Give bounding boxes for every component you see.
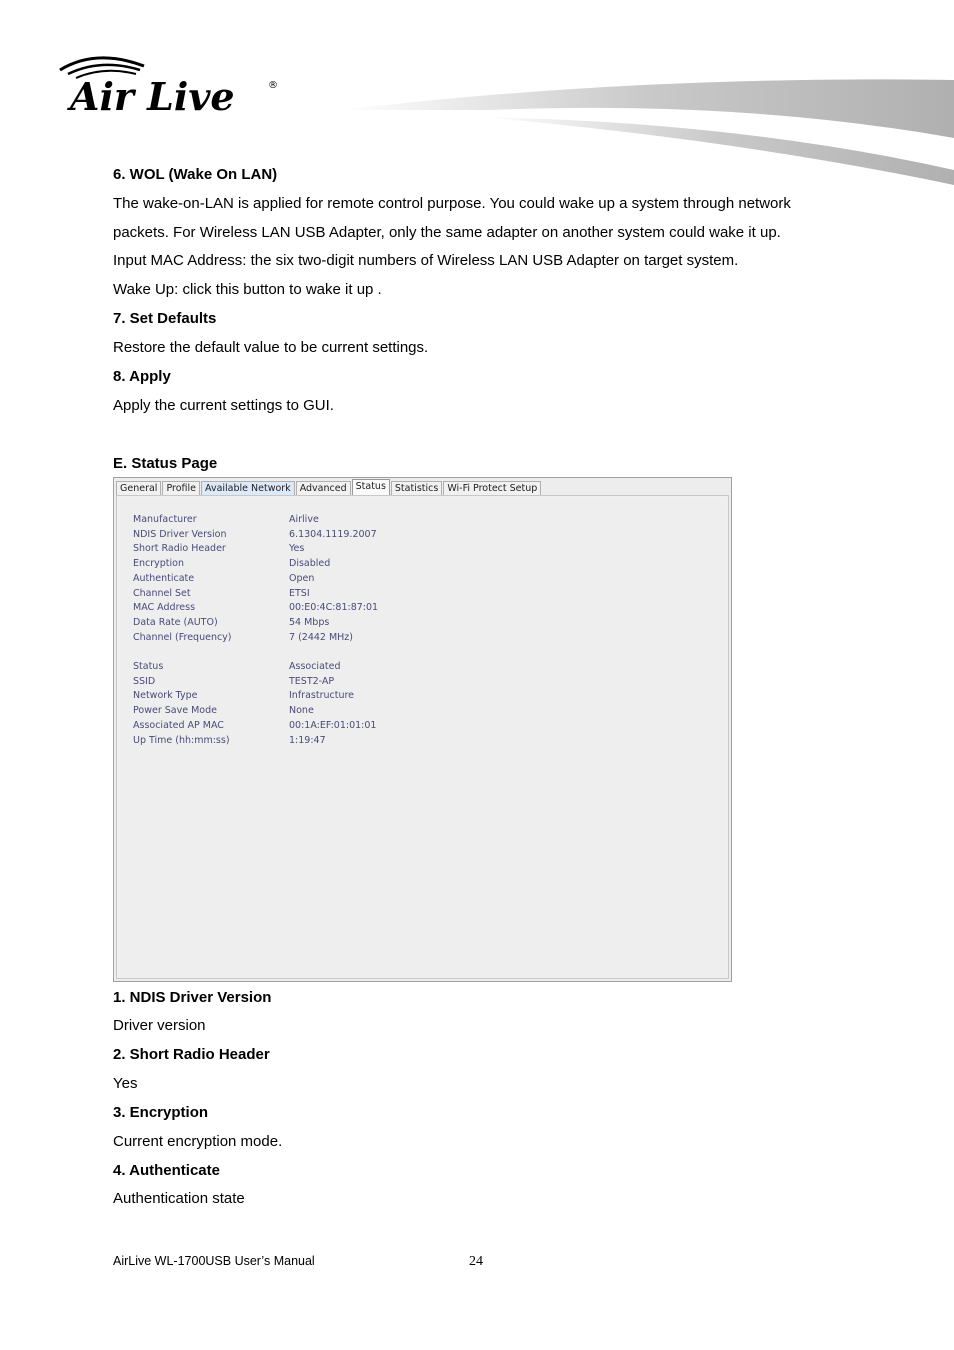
status-label: Authenticate <box>133 572 195 584</box>
status-label: MAC Address <box>133 602 196 614</box>
status-row <box>133 735 533 747</box>
status-panel-inner <box>121 500 724 974</box>
status-value: 6.1304.1119.2007 <box>289 528 377 540</box>
short-radio-text: Yes <box>113 1075 138 1092</box>
section-title-encryption: 3. Encryption <box>113 1104 209 1121</box>
status-label: Channel Set <box>133 587 191 599</box>
tab-statistics[interactable]: Statistics <box>391 481 442 496</box>
status-label: NDIS Driver Version <box>133 528 227 540</box>
status-label: Manufacturer <box>133 514 197 525</box>
status-label: Power Save Mode <box>133 705 217 717</box>
status-row <box>133 676 533 688</box>
section-title-short-radio: 2. Short Radio Header <box>113 1046 270 1063</box>
status-row <box>133 588 533 600</box>
status-value: 1:19:47 <box>289 734 326 746</box>
status-value: Yes <box>289 543 305 555</box>
tab-bar <box>116 479 542 496</box>
status-row <box>133 690 533 702</box>
status-row <box>133 632 533 644</box>
airlive-logo <box>56 50 296 120</box>
tab-profile[interactable]: Profile <box>162 481 200 496</box>
status-value: None <box>289 705 314 717</box>
ndis-text: Driver version <box>113 1017 206 1034</box>
status-value: 00:1A:EF:01:01:01 <box>289 719 377 731</box>
status-panel <box>116 495 729 979</box>
status-window-screenshot <box>113 477 732 982</box>
section-title-authenticate: 4. Authenticate <box>113 1162 220 1179</box>
status-value: Infrastructure <box>289 690 355 702</box>
tab-wifi-protect-setup[interactable]: Wi-Fi Protect Setup <box>443 481 541 496</box>
section-title-wol: 6. WOL (Wake On LAN) <box>113 166 278 183</box>
status-row <box>133 661 533 673</box>
status-row <box>133 602 533 614</box>
status-value: Open <box>289 572 315 584</box>
page-number: 24 <box>469 1254 483 1269</box>
tab-general[interactable]: General <box>116 481 161 496</box>
status-row <box>133 514 533 526</box>
tab-advanced[interactable]: Advanced <box>296 481 351 496</box>
section-title-status-page: E. Status Page <box>113 455 218 472</box>
section-title-apply: 8. Apply <box>113 368 171 385</box>
status-value: Disabled <box>289 558 331 570</box>
status-value: TEST2-AP <box>289 675 335 687</box>
status-label: Short Radio Header <box>133 543 226 555</box>
status-label: Channel (Frequency) <box>133 631 232 643</box>
footer-manual-title: AirLive WL-1700USB User’s Manual <box>113 1254 315 1268</box>
status-value: 00:E0:4C:81:87:01 <box>289 602 379 614</box>
apply-text: Apply the current settings to GUI. <box>113 397 334 414</box>
status-label: Encryption <box>133 558 185 570</box>
status-value: Airlive <box>289 514 319 525</box>
status-row <box>133 720 533 732</box>
wol-line-4: Wake Up: click this button to wake it up . <box>113 281 382 298</box>
encryption-text: Current encryption mode. <box>113 1133 283 1150</box>
section-title-ndis: 1. NDIS Driver Version <box>113 989 272 1006</box>
header-swoosh <box>340 70 954 200</box>
authenticate-text: Authentication state <box>113 1190 245 1207</box>
wol-line-1: The wake-on-LAN is applied for remote control purpose. You could wake up a system through network <box>113 195 791 212</box>
set-defaults-text: Restore the default value to be current settings. <box>113 339 429 356</box>
tab-available-network[interactable]: Available Network <box>201 481 295 496</box>
status-value: ETSI <box>289 587 310 599</box>
status-row <box>133 558 533 570</box>
status-label: Network Type <box>133 690 198 702</box>
status-label: Data Rate (AUTO) <box>133 616 218 628</box>
status-label: SSID <box>133 675 156 687</box>
status-row <box>133 529 533 541</box>
logo-registered-mark: ® <box>268 80 278 91</box>
status-row <box>133 573 533 585</box>
wol-line-3: Input MAC Address: the six two-digit numbers of Wireless LAN USB Adapter on target system. <box>113 252 739 269</box>
tab-status[interactable]: Status <box>352 479 390 496</box>
status-label: Associated AP MAC <box>133 719 224 731</box>
wol-line-2: packets. For Wireless LAN USB Adapter, only the same adapter on another system could wake it up. <box>113 224 781 241</box>
status-value: Associated <box>289 661 341 672</box>
status-label: Up Time (hh:mm:ss) <box>133 734 230 746</box>
status-row <box>133 617 533 629</box>
status-label: Status <box>133 661 164 672</box>
logo-text: Air Live <box>70 74 235 119</box>
section-title-set-defaults: 7. Set Defaults <box>113 310 217 327</box>
status-value: 7 (2442 MHz) <box>289 631 353 643</box>
status-row <box>133 705 533 717</box>
status-value: 54 Mbps <box>289 616 330 628</box>
status-row <box>133 543 533 555</box>
